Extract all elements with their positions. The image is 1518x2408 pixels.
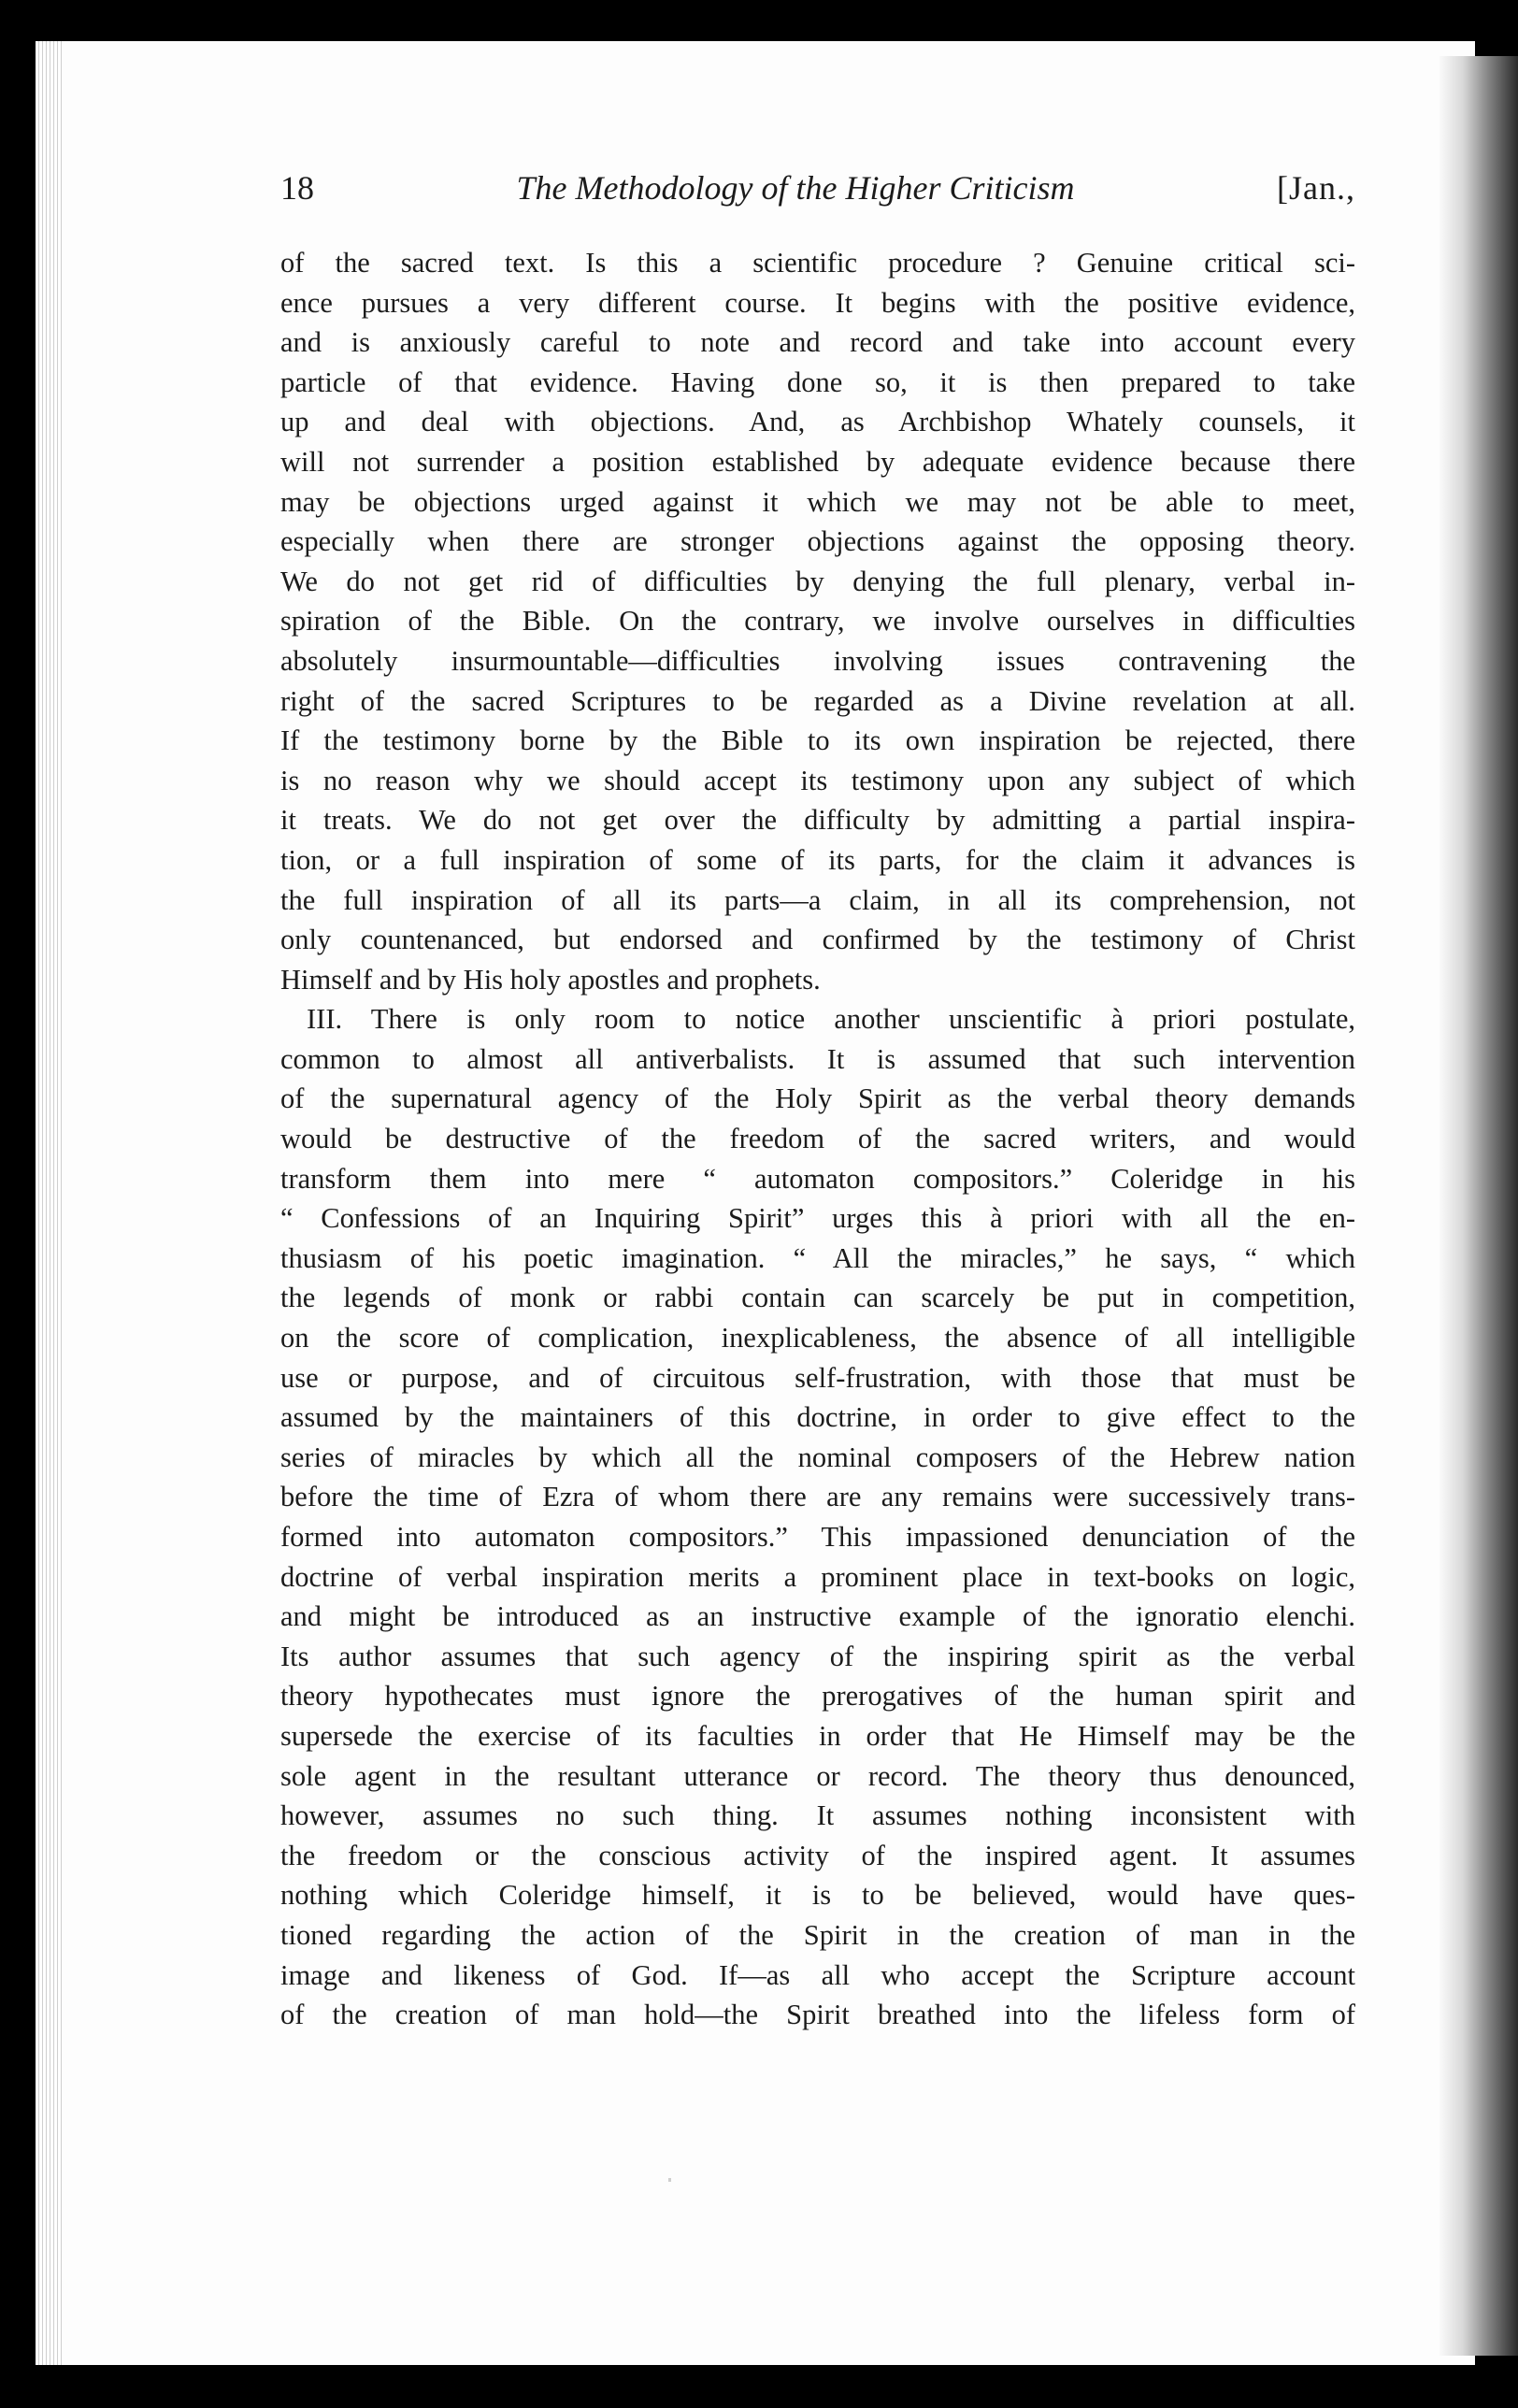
text-line: particle of that evidence. Having done so, it is then prepared to take [280, 366, 1355, 398]
text-line: spiration of the Bible. On the contrary, we involve ourselves in difficulties [280, 605, 1355, 638]
text-line: nothing which Coleridge himself, it is to be believed, would have ques- [280, 1879, 1355, 1912]
text-line: thusiasm of his poetic imagination. “ All the miracles,” he says, “ which [280, 1241, 1355, 1274]
text-line: formed into automaton compositors.” This impassioned denunciation of the [280, 1521, 1355, 1553]
text-line: doctrine of verbal inspiration merits a prominent place in text-books on logic, [280, 1560, 1355, 1593]
text-line: however, assumes no such thing. It assumes nothing inconsistent with [280, 1799, 1355, 1832]
text-line: right of the sacred Scriptures to be regarded as a Divine revelation at all. [280, 684, 1355, 717]
text-line: tion, or a full inspiration of some of its parts, for the claim it advances is [280, 843, 1355, 876]
text-line: sole agent in the resultant utterance or record. The theory thus denounced, [280, 1759, 1355, 1792]
text-line: III. There is only room to notice another unscientific à priori postulate, [307, 1003, 1355, 1036]
text-line: would be destructive of the freedom of the sacred writers, and would [280, 1123, 1355, 1155]
text-line: Himself and by His holy apostles and prophets. [280, 963, 821, 996]
text-line: of the sacred text. Is this a scientific procedure ? Genuine critical sci- [280, 247, 1355, 279]
text-line: is no reason why we should accept its testimony upon any subject of which [280, 764, 1355, 796]
text-line: and is anxiously careful to note and record and take into account every [280, 326, 1355, 359]
spine-shadow [1439, 56, 1518, 2356]
text-line: may be objections urged against it which we may not be able to meet, [280, 485, 1355, 518]
text-line: If the testimony borne by the Bible to its own inspiration be rejected, there [280, 724, 1355, 757]
text-line: before the time of Ezra of whom there are any remains were successively trans- [280, 1481, 1355, 1513]
text-line: Its author assumes that such agency of the inspiring spirit as the verbal [280, 1640, 1355, 1672]
text-line: supersede the exercise of its faculties in order that He Himself may be the [280, 1719, 1355, 1752]
text-line: We do not get rid of difficulties by denying the full plenary, verbal in- [280, 565, 1355, 597]
text-line: will not surrender a position established by adequate evidence because there [280, 445, 1355, 478]
text-line: the legends of monk or rabbi contain can scarcely be put in competition, [280, 1282, 1355, 1314]
text-line: on the score of complication, inexplicableness, the absence of all intelligible [280, 1322, 1355, 1354]
text-line: the freedom or the conscious activity of the inspired agent. It assumes [280, 1839, 1355, 1871]
text-line: especially when there are stronger objections against the opposing theory. [280, 525, 1355, 558]
text-line: common to almost all antiverbalists. It is assumed that such intervention [280, 1042, 1355, 1075]
text-line: absolutely insurmountable—difficulties involving issues contravening the [280, 644, 1355, 677]
text-line: “ Confessions of an Inquiring Spirit” urges this à priori with all the en- [280, 1202, 1355, 1235]
text-line: up and deal with objections. And, as Archbishop Whately counsels, it [280, 406, 1355, 438]
text-line: the full inspiration of all its parts—a claim, in all its comprehension, not [280, 883, 1355, 916]
issue-date: [Jan., [1277, 169, 1355, 207]
text-line: and might be introduced as an instructive example of the ignoratio elenchi. [280, 1600, 1355, 1633]
paper-speck [668, 2178, 671, 2182]
text-line: it treats. We do not get over the difficulty by admitting a partial inspira- [280, 804, 1355, 837]
text-line: only countenanced, but endorsed and confirmed by the testimony of Christ [280, 924, 1355, 956]
text-line: transform them into mere “ automaton compositors.” Coleridge in his [280, 1162, 1355, 1195]
text-line: assumed by the maintainers of this doctrine, in order to give effect to the [280, 1401, 1355, 1434]
body-text [280, 243, 1355, 2035]
text-line: theory hypothecates must ignore the prerogatives of the human spirit and [280, 1680, 1355, 1713]
page-content [280, 168, 1355, 2035]
text-line: use or purpose, and of circuitous self-frustration, with those that must be [280, 1361, 1355, 1394]
running-title: The Methodology of the Higher Criticism [516, 169, 1075, 207]
page-edge-stack [36, 41, 62, 2365]
page-number: 18 [280, 169, 314, 207]
text-line: tioned regarding the action of the Spirit in the creation of man in the [280, 1918, 1355, 1951]
text-line: of the supernatural agency of the Holy Spirit as the verbal theory demands [280, 1082, 1355, 1115]
text-line: series of miracles by which all the nominal composers of the Hebrew nation [280, 1440, 1355, 1473]
running-head [280, 168, 1355, 208]
text-line: image and likeness of God. If—as all who accept the Scripture account [280, 1958, 1355, 1991]
text-line: of the creation of man hold—the Spirit breathed into the lifeless form of [280, 1999, 1355, 2031]
text-line: ence pursues a very different course. It begins with the positive evidence, [280, 286, 1355, 319]
